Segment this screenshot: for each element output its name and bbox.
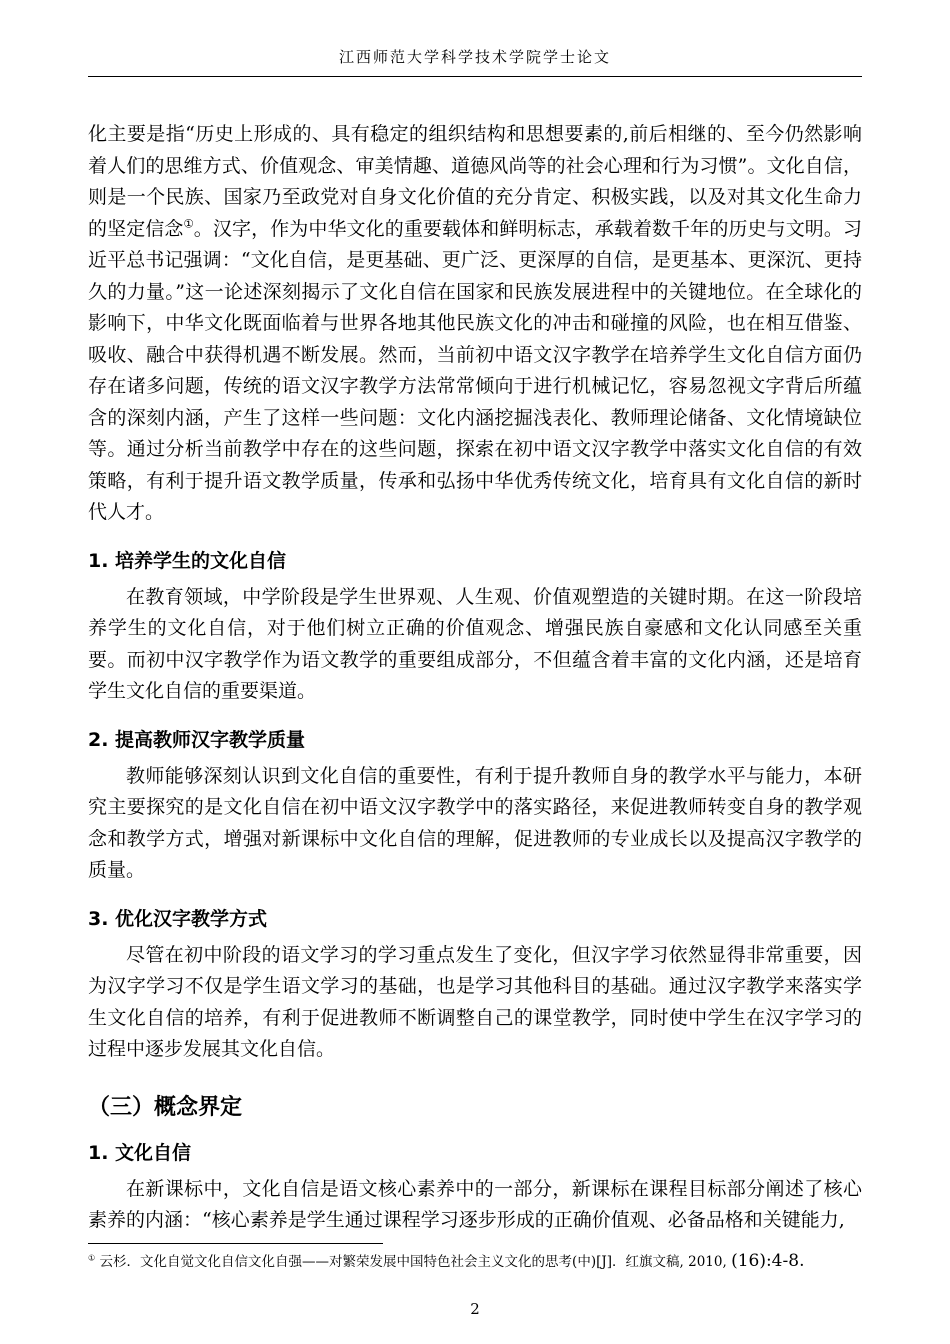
subsection-heading-cultural-confidence: 1. 文化自信 [88,1141,192,1164]
intro-paragraph [88,119,862,529]
section-2-paragraph: 教师能够深刻认识到文化自信的重要性，有利于提升教师自身的教学水平与能力，本研究主要探究的是文化自信在初中语文汉字教学中的落实路径，来促进教师转变自身的教学观念和教学方式，增强对新课标中文化自信的理解，促进教师的专业成长以及提高汉字教学的质量。 [88,764,862,881]
page-header: 江西师范大学科学技术学院学士论文 [88,46,862,77]
intro-text-before-ref: 化主要是指“历史上形成的、具有稳定的组织结构和思想要素的,前后相继的、至今仍然影响着人们的思维方式、价值观念、审美情趣、道德风尚等的社会心理和行为习惯”。文化自信，则是一个民族、国家乃至政党对自身文化价值的充分肯定、积极实践，以及对其文化生命力的坚定信念 [88,123,862,240]
footnote-issue-pages: (16):4-8. [731,1251,805,1271]
section-1-heading: 1. 培养学生的文化自信 [88,549,287,572]
footnote-text: 云杉．文化自觉文化自信文化自强——对繁荣发展中国特色社会主义文化的思考(中)[J]．红旗文稿, 2010, [95,1254,732,1270]
section-3-paragraph: 尽管在初中阶段的语文学习的学习重点发生了变化，但汉字学习依然显得非常重要，因为汉字学习不仅是学生语文学习的基础，也是学习其他科目的基础。通过汉字教学来落实学生文化自信的培养，有利于促进教师不断调整自己的课堂教学，同时使中学生在汉字学习的过程中逐步发展其文化自信。 [88,943,862,1060]
chapter-heading-concept-definition: （三）概念界定 [88,1094,243,1120]
section-1 [88,546,862,708]
document-body [88,119,862,1237]
closing-paragraph: 在新课标中，文化自信是语文核心素养中的一部分，新课标在课程目标部分阐述了核心素养的内涵：“核心素养是学生通过课程学习逐步形成的正确价值观、必备品格和关键能力, [88,1177,862,1231]
footnote-reference-mark: ① [183,216,194,231]
section-3 [88,904,862,1066]
intro-text-after-ref: 。汉字，作为中华文化的重要载体和鲜明标志，承载着数千年的历史与文明。习近平总书记强调：“文化自信，是更基础、更广泛、更深厚的自信，是更基本、更深沉、更持久的力量。”这一论述深刻揭示了文化自信在国家和民族发展进程中的关键地位。在全球化的影响下，中华文化既面临着与世界各地其他民族文化的冲击和碰撞的风险，也在相互借鉴、吸收、融合中获得机遇不断发展。然而，当前初中语文汉字教学在培养学生文化自信方面仍存在诸多问题，传统的语文汉字教学方法常常倾向于进行机械记忆，容易忽视文字背后所蕴含的深刻内涵，产生了这样一些问题：文化内涵挖掘浅表化、教师理论储备、文化情境缺位等。通过分析当前教学中存在的这些问题，探索在初中语文汉字教学中落实文化自信的有效策略，有利于提升语文教学质量，传承和弘扬中华优秀传统文化，培育具有文化自信的新时代人才。 [88,217,862,523]
page-number: 2 [470,1300,480,1318]
section-1-paragraph: 在教育领域，中学阶段是学生世界观、人生观、价值观塑造的关键时期。在这一阶段培养学生的文化自信，对于他们树立正确的价值观念、增强民族自豪感和文化认同感至关重要。而初中汉字教学作为语文教学的重要组成部分，不但蕴含着丰富的文化内涵，还是培育学生文化自信的重要渠道。 [88,585,862,702]
section-2-heading: 2. 提高教师汉字教学质量 [88,728,306,751]
section-2 [88,725,862,887]
footnote [88,1251,862,1273]
footnote-marker: ① [88,1252,96,1263]
footnote-divider-line [88,1243,383,1244]
page-footer [88,1243,862,1344]
section-3-heading: 3. 优化汉字教学方式 [88,907,268,930]
